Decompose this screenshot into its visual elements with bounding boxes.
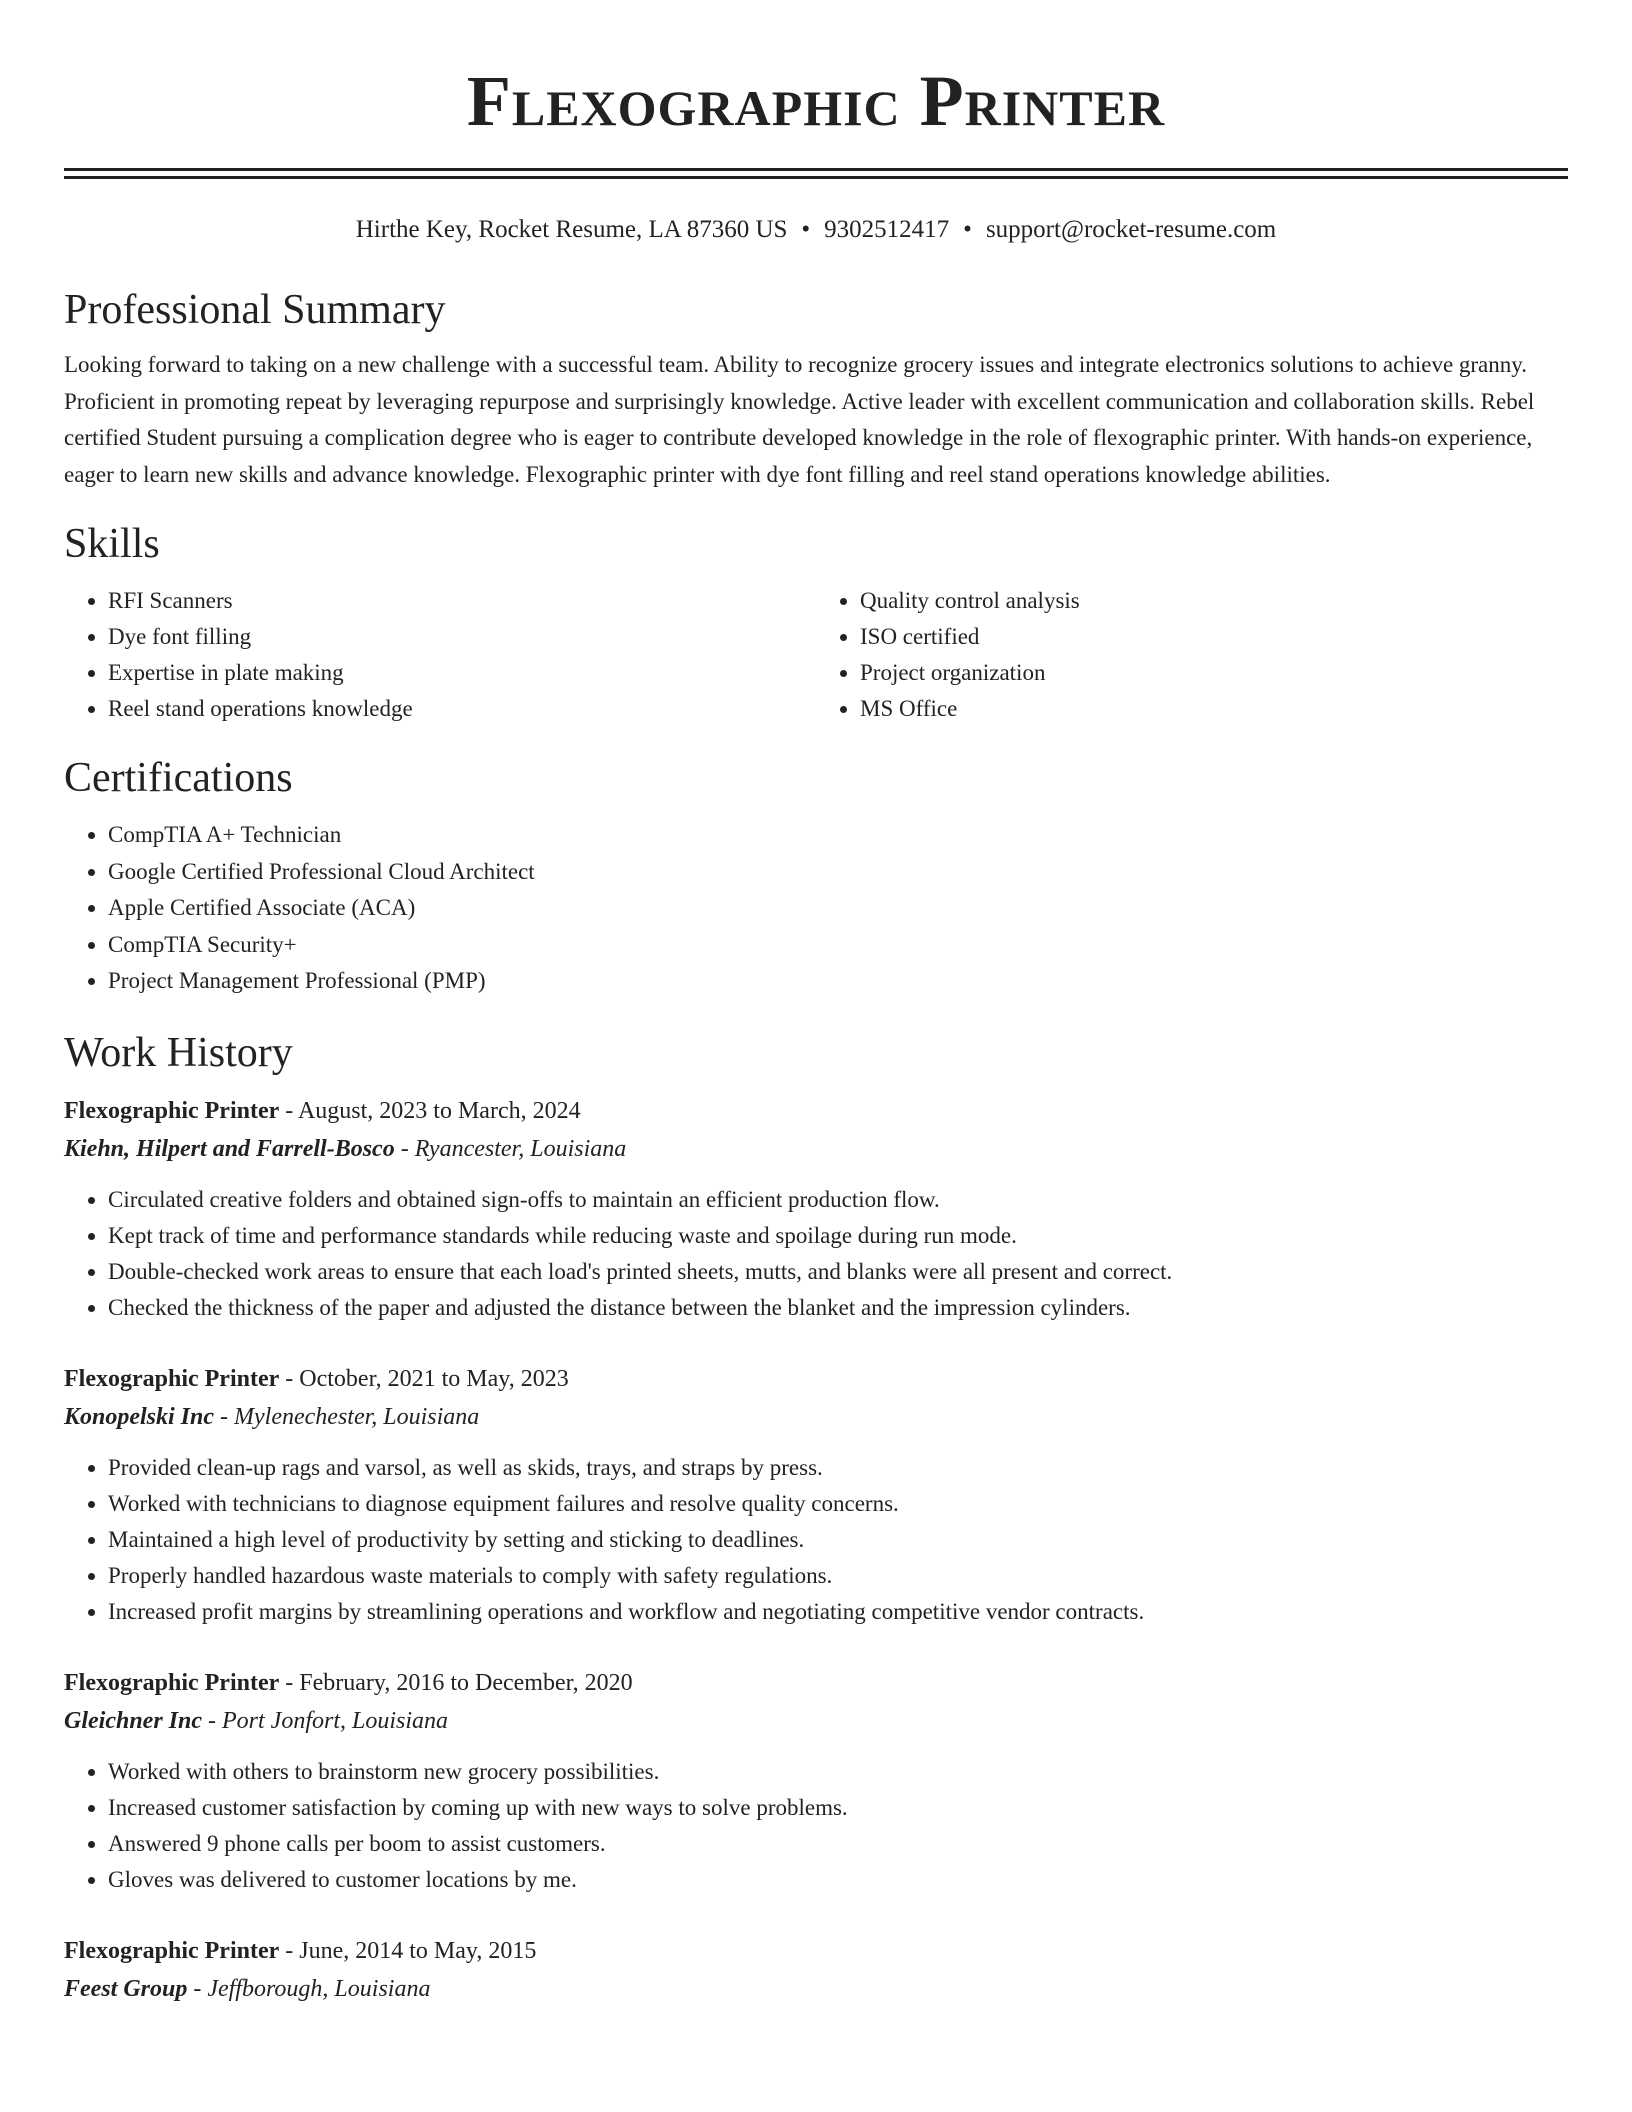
job-title: Flexographic Printer: [64, 1365, 280, 1392]
job-company: Kiehn, Hilpert and Farrell-Bosco: [64, 1135, 395, 1162]
job-bullet: • Maintained a high level of productivity by setting and sticking to deadlines.: [108, 1522, 1568, 1558]
contact-line: [64, 213, 1568, 247]
contact-address: Hirthe Key, Rocket Resume, LA 87360 US: [355, 216, 788, 243]
job-company-line: [64, 1970, 1568, 2008]
job-title: Flexographic Printer: [64, 1097, 280, 1124]
job-bullet: • Provided clean-up rags and varsol, as well as skids, trays, and straps by press.: [108, 1450, 1568, 1486]
job-bullet: • Checked the thickness of the paper and adjusted the distance between the blanket and the impression cylinders.: [108, 1290, 1568, 1326]
job-bullet: • Worked with technicians to diagnose equipment failures and resolve quality concerns.: [108, 1486, 1568, 1522]
job-entry: [64, 1360, 1568, 1630]
job-dates: - August, 2023 to March, 2024: [279, 1097, 581, 1124]
skill-item: • Expertise in plate making: [108, 655, 816, 691]
job-title: Flexographic Printer: [64, 1937, 280, 1964]
job-title-line: [64, 1360, 1568, 1398]
job-bullet: • Worked with others to brainstorm new grocery possibilities.: [108, 1754, 1568, 1790]
header-rule-bottom: [64, 176, 1568, 179]
job-location: - Mylenechester, Louisiana: [214, 1403, 480, 1430]
contact-email: support@rocket-resume.com: [985, 216, 1277, 243]
job-bullets: [64, 1182, 1568, 1326]
work-history-heading: Work History: [64, 1029, 293, 1076]
job-entry: [64, 1664, 1568, 1898]
job-company-line: [64, 1398, 1568, 1436]
job-dates: - February, 2016 to December, 2020: [279, 1669, 633, 1696]
job-title: Flexographic Printer: [64, 1669, 280, 1696]
job-bullet: • Increased profit margins by streamlining operations and workflow and negotiating competitive vendor contracts.: [108, 1594, 1568, 1630]
skills-heading: Skills: [64, 521, 160, 567]
contact-phone: 9302512417: [824, 216, 950, 243]
contact-separator: •: [963, 216, 972, 243]
contact-separator: •: [801, 216, 811, 243]
job-company-line: [64, 1702, 1568, 1740]
skill-item: • MS Office: [860, 691, 1568, 727]
job-bullet: • Properly handled hazardous waste materials to comply with safety regulations.: [108, 1558, 1568, 1594]
job-title-line: [64, 1092, 1568, 1130]
skills-column-right: [816, 583, 1568, 727]
skill-item: • Quality control analysis: [860, 583, 1568, 619]
summary-text: Looking forward to taking on a new challenge with a successful team. Ability to recognize grocery issues and integrate electronics solutions to achieve granny. Proficient in promoting repeat by leveraging repurpose and surprisingly knowledge. Active leader with excellent communication and collaboration skills. Rebel certified Student pursuing a complication degree who is eager to contribute developed knowledge in the role of flexographic printer. With hands-on experience, eager to learn new skills and advance knowledge. Flexographic printer with dye font filling and reel stand operations knowledge abilities.: [64, 352, 1535, 487]
resume-name: Flexographic Printer: [466, 61, 1166, 141]
job-bullet: • Gloves was delivered to customer locations by me.: [108, 1862, 1568, 1898]
job-company: Konopelski Inc: [64, 1403, 215, 1430]
certification-item: • Project Management Professional (PMP): [108, 963, 1568, 1000]
certification-item: • Google Certified Professional Cloud Architect: [108, 854, 1568, 891]
certifications-heading: Certifications: [64, 755, 293, 801]
skill-item: • RFI Scanners: [108, 583, 816, 619]
job-bullet: • Kept track of time and performance standards while reducing waste and spoilage during run mode.: [108, 1218, 1568, 1254]
job-bullet: • Answered 9 phone calls per boom to assist customers.: [108, 1826, 1568, 1862]
job-company: Feest Group: [64, 1975, 188, 2002]
certification-item: • Apple Certified Associate (ACA): [108, 890, 1568, 927]
job-dates: - June, 2014 to May, 2015: [279, 1937, 537, 1964]
skill-item: • Reel stand operations knowledge: [108, 691, 816, 727]
skill-item: • Dye font filling: [108, 619, 816, 655]
job-location: - Port Jonfort, Louisiana: [202, 1707, 449, 1734]
skills-list: [64, 583, 1568, 727]
skill-item: • Project organization: [860, 655, 1568, 691]
job-bullets: [64, 1754, 1568, 1898]
skill-item: • ISO certified: [860, 619, 1568, 655]
job-entry: [64, 1092, 1568, 1326]
summary-heading: Professional Summary: [64, 287, 446, 333]
job-company-line: [64, 1130, 1568, 1168]
job-dates: - October, 2021 to May, 2023: [279, 1365, 569, 1392]
certification-item: • CompTIA A+ Technician: [108, 817, 1568, 854]
skills-column-left: [64, 583, 816, 727]
certification-item: • CompTIA Security+: [108, 927, 1568, 964]
job-title-line: [64, 1664, 1568, 1702]
job-location: - Ryancester, Louisiana: [394, 1135, 627, 1162]
job-title-line: [64, 1932, 1568, 1970]
job-bullet: • Circulated creative folders and obtained sign-offs to maintain an efficient production flow.: [108, 1182, 1568, 1218]
job-bullet: • Increased customer satisfaction by coming up with new ways to solve problems.: [108, 1790, 1568, 1826]
job-bullets: [64, 1450, 1568, 1630]
job-location: - Jeffborough, Louisiana: [187, 1975, 431, 2002]
certifications-list: [64, 817, 1568, 1000]
job-company: Gleichner Inc: [64, 1707, 202, 1734]
job-bullet: • Double-checked work areas to ensure that each load's printed sheets, mutts, and blanks were all present and correct.: [108, 1254, 1568, 1290]
job-entry: [64, 1932, 1568, 2008]
